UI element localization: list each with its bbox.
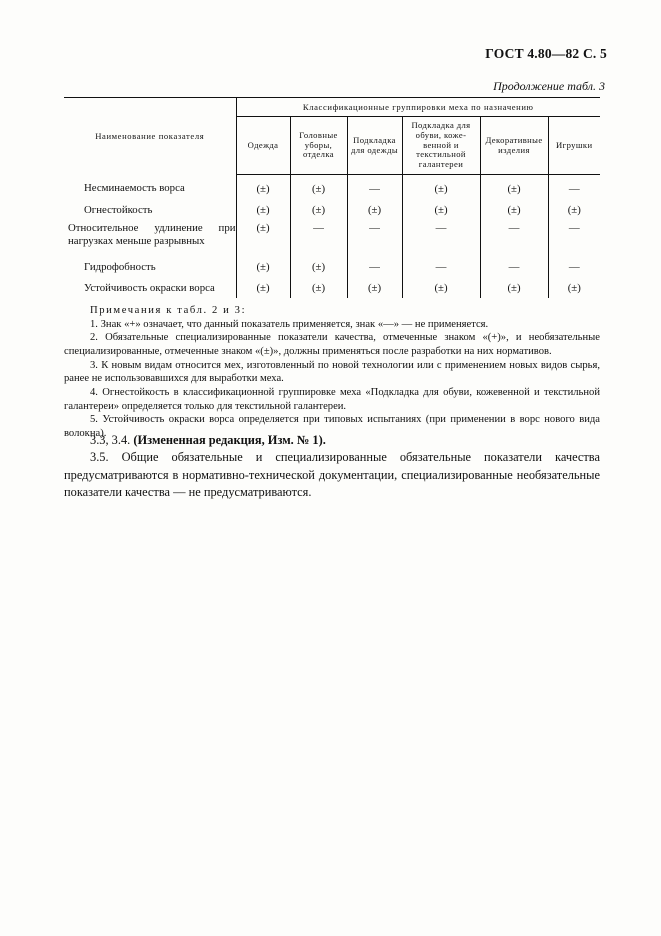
table-cell: —	[480, 256, 548, 277]
table-cell: —	[568, 260, 580, 273]
table-cell: (±)	[290, 175, 347, 200]
clause-paragraph: 3.5. Общие обязательные и специализированные обязательные показатели качества предусматриваются в нормативно-технической документации, специализированные необязательные показатели качества — не предусматриваются.	[64, 450, 600, 500]
column-group-header: Классификационные группировки меха по назначению	[236, 98, 600, 117]
column-header-clothing: Одежда	[236, 117, 290, 175]
table-row	[64, 199, 600, 220]
table-cell: —	[480, 220, 548, 256]
table-cell: —	[402, 256, 480, 277]
amendment-clauses: 3.3, 3.4.	[90, 433, 134, 447]
row-name: Несминаемость ворса	[64, 175, 236, 200]
row-name: Гидрофобность	[64, 256, 236, 277]
table-cell: —	[347, 256, 402, 277]
table-cell: (±)	[480, 277, 548, 298]
table-cell: (±)	[402, 199, 480, 220]
column-header-decorative: Декоративные изделия	[480, 117, 548, 175]
table-cell: (±)	[347, 199, 402, 220]
note-item: 3. К новым видам относится мех, изготовленный по новой технологии или с применением новых видов сырья, ранее не использовавшихся для выработки меха.	[64, 359, 600, 385]
table-cell: (±)	[236, 199, 290, 220]
table-cell: (±)	[402, 277, 480, 298]
column-header-headwear: Головные уборы, отделка	[290, 117, 347, 175]
table-cell: —	[290, 220, 347, 256]
column-header-indicator-name: Наименование показателя	[64, 98, 236, 175]
table-cell: (±)	[480, 199, 548, 220]
table-cell: —	[402, 220, 480, 256]
table-cell: —	[347, 220, 402, 256]
table-cell: (±)	[567, 281, 581, 294]
table-cell: (±)	[290, 199, 347, 220]
table-cell: (±)	[236, 175, 290, 200]
body-text	[64, 432, 600, 501]
row-name: Устойчивость окраски ворса	[64, 277, 236, 298]
table-cell: (±)	[290, 256, 347, 277]
table-cell: (±)	[290, 277, 347, 298]
table-cell: (±)	[236, 256, 290, 277]
table-cell: (±)	[567, 203, 581, 216]
table-cell: (±)	[236, 220, 290, 256]
note-item: 1. Знак «+» означает, что данный показатель применяется, знак «—» — не применяется.	[90, 318, 489, 330]
table-cell: (±)	[402, 175, 480, 200]
quality-indicators-table	[64, 97, 600, 298]
table-cell: (±)	[236, 277, 290, 298]
table-row	[64, 256, 600, 277]
table-row	[64, 277, 600, 298]
column-header-footwear-lining: Подкладка для обуви, коже-венной и текстильной галантереи	[402, 117, 480, 175]
column-header-clothing-lining: Подкладка для одежды	[347, 117, 402, 175]
notes-title: Примечания к табл. 2 и 3:	[90, 305, 247, 316]
column-header-toys: Игрушки	[548, 117, 600, 175]
row-name: Относительное удлинение при нагрузках меньше разрывных	[64, 220, 236, 256]
amendment-line	[64, 432, 600, 449]
table-cell: —	[347, 175, 402, 200]
table-row	[64, 220, 600, 256]
row-name: Огнестойкость	[64, 199, 236, 220]
table-notes	[64, 304, 600, 441]
document-id: ГОСТ 4.80—82 С. 5	[485, 46, 607, 61]
table-continuation-label: Продолжение табл. 3	[493, 79, 605, 93]
amendment-note: (Измененная редакция, Изм. № 1).	[133, 433, 326, 447]
note-item: 4. Огнестойкость в классификационной группировке меха «Подкладка для обуви, кожевенной и текстильной галантереи» определяется только для текстильной галантереи.	[64, 386, 600, 412]
table-cell: (±)	[480, 175, 548, 200]
note-item: 2. Обязательные специализированные показатели качества, отмеченные знаком «(+)», и необязательные специализированные, отмеченные знаком «(±)», должны применяться после разработки на них нормативов.	[64, 332, 600, 357]
table-cell: —	[568, 222, 580, 234]
note-item: 5. Устойчивость окраски ворса определяется при типовых испытаниях (при применении в ворс нового вида волокна).	[64, 414, 600, 439]
table-row	[64, 175, 600, 200]
table-cell: (±)	[347, 277, 402, 298]
table-cell: —	[568, 182, 580, 195]
